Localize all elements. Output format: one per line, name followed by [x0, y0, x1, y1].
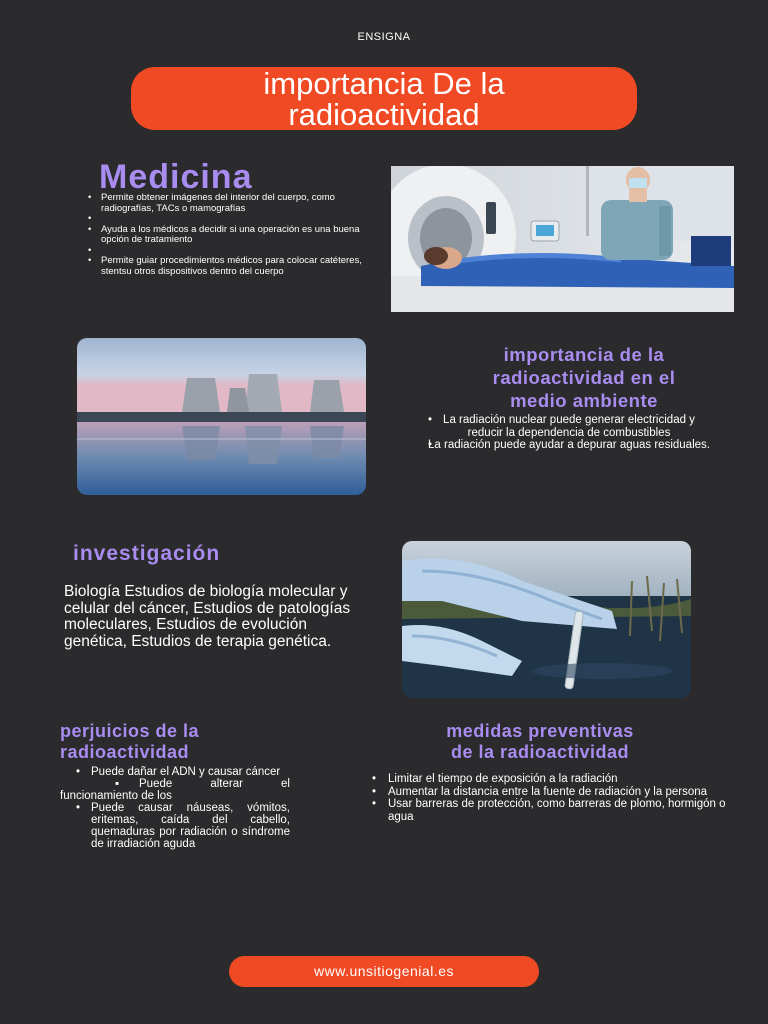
- perjuicios-heading-line: perjuicios de la: [60, 721, 200, 741]
- medio-ambiente-item: • La radiación puede ayudar a depurar aguas residuales.: [428, 439, 710, 452]
- water-sampling-photo: [402, 541, 691, 698]
- investigacion-text: Biología Estudios de biología molecular y celular del cáncer, Estudios de patologías moleculares, Estudios de evolución genética, Estudios de terapia genética.: [64, 583, 351, 650]
- medio-ambiente-heading: [424, 343, 744, 412]
- medicina-item: • Permite obtener imágenes del interior del cuerpo, como radiografías, TACs o mamografías: [88, 193, 370, 214]
- perjuicios-heading-line: radioactividad: [60, 742, 190, 762]
- medio-ambiente-item: • La radiación nuclear puede generar electricidad y reducir la dependencia de combustibles: [428, 414, 710, 439]
- perjuicios-item: [60, 766, 290, 778]
- perjuicios-list: [60, 766, 290, 850]
- medicina-list: [88, 193, 370, 277]
- bullet-icon: •: [76, 802, 81, 814]
- medidas-item: • Limitar el tiempo de exposición a la radiación: [372, 773, 732, 786]
- medidas-heading-line: medidas preventivas: [446, 721, 634, 741]
- perjuicios-heading: [60, 721, 310, 763]
- perjuicios-item-text: Puede causar náuseas, vómitos, eritemas, caída del cabello, quemaduras por radiación o síndrome de irradiación aguda: [91, 802, 290, 850]
- perjuicios-item: [60, 802, 290, 850]
- brand-name: ENSIGNA: [357, 31, 411, 43]
- medidas-heading: [380, 721, 700, 763]
- medidas-item: • Aumentar la distancia entre la fuente de radiación y la persona: [372, 786, 732, 799]
- bullet-icon: ▪: [115, 778, 120, 790]
- title-line-1: importancia De la: [263, 66, 505, 101]
- medio-ambiente-list: [428, 414, 710, 452]
- medidas-list: [372, 773, 732, 823]
- medicina-item: • Ayuda a los médicos a decidir si una operación es una buena opción de tratamiento: [88, 225, 370, 246]
- medical-scan-photo: [391, 166, 734, 312]
- medio-ambiente-heading-line: medio ambiente: [510, 390, 658, 411]
- medidas-item: • Usar barreras de protección, como barreras de plomo, hormigón o agua: [372, 798, 732, 823]
- medicina-heading: Medicina: [99, 158, 253, 196]
- medio-ambiente-heading-line: importancia de la: [503, 344, 665, 365]
- bullet-icon: •: [76, 766, 81, 778]
- perjuicios-item-text: Puede dañar el ADN y causar cáncer: [91, 766, 281, 778]
- perjuicios-item-text: Puede alterar el funcionamiento de los: [60, 778, 290, 802]
- website-link[interactable]: www.unsitiogenial.es: [229, 956, 539, 987]
- perjuicios-item: [60, 778, 290, 802]
- medicina-item: • Permite guiar procedimientos médicos para colocar catéteres, stentsu otros dispositivos dentro del cuerpo: [88, 256, 370, 277]
- title-banner: [131, 67, 637, 130]
- medicina-item-empty: [88, 214, 370, 225]
- investigacion-heading: investigación: [73, 542, 221, 565]
- nuclear-plant-photo: [77, 338, 366, 495]
- medidas-heading-line: de la radioactividad: [450, 742, 630, 762]
- title-line-2: radioactividad: [288, 97, 480, 132]
- medio-ambiente-heading-line: radioactividad en el: [492, 367, 676, 388]
